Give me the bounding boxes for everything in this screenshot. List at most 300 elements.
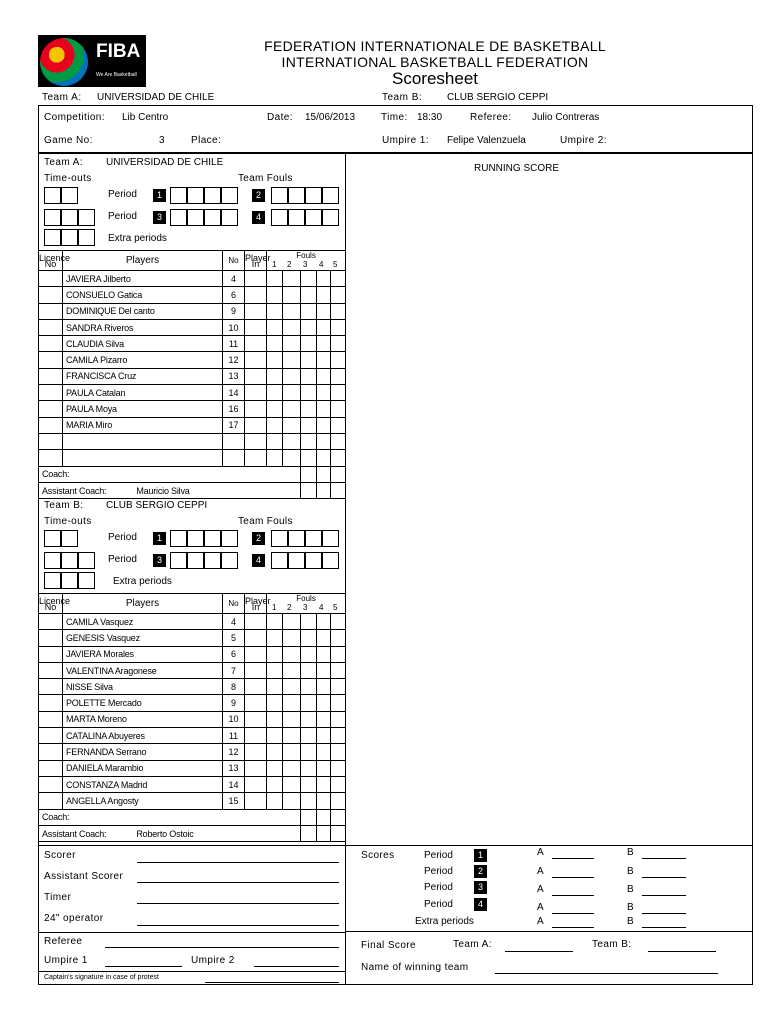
licence-cell[interactable] (39, 646, 63, 662)
team-foul-box[interactable] (221, 209, 238, 226)
foul-cell[interactable] (267, 271, 283, 287)
team-foul-box[interactable] (187, 530, 204, 547)
player-in-cell[interactable] (245, 646, 267, 662)
team-foul-box[interactable] (204, 552, 221, 569)
foul-cell[interactable] (301, 401, 317, 417)
licence-cell[interactable] (39, 711, 63, 727)
foul-col-1: 1 (272, 603, 277, 612)
assistant-coach-cell (39, 825, 301, 841)
foul-cell[interactable] (283, 417, 301, 433)
foul-cell[interactable] (317, 319, 331, 335)
foul-cell[interactable] (301, 679, 317, 695)
foul-cell[interactable] (301, 368, 317, 384)
licence-cell[interactable] (39, 319, 63, 335)
foul-cell[interactable] (317, 760, 331, 776)
foul-cell[interactable] (283, 450, 301, 466)
foul-cell[interactable] (317, 695, 331, 711)
foul-cell[interactable] (331, 695, 346, 711)
coach-foul-cell[interactable] (301, 482, 317, 498)
team-foul-box[interactable] (170, 187, 187, 204)
team-foul-box[interactable] (204, 530, 221, 547)
foul-cell[interactable] (331, 450, 346, 466)
coach-foul-cell[interactable] (301, 466, 317, 482)
player-in-cell[interactable] (245, 679, 267, 695)
foul-cell[interactable] (301, 303, 317, 319)
team-b-section-name: CLUB SERGIO CEPPI (106, 500, 208, 511)
player-name: SANDRA Riveros (63, 319, 223, 335)
player-in-cell[interactable] (245, 711, 267, 727)
assistant-scorer-line[interactable] (137, 882, 339, 883)
team-foul-box[interactable] (271, 209, 288, 226)
final-score-team-b-line[interactable] (648, 951, 716, 952)
foul-cell[interactable] (301, 695, 317, 711)
foul-cell[interactable] (317, 646, 331, 662)
foul-cell[interactable] (317, 711, 331, 727)
licence-cell[interactable] (39, 417, 63, 433)
foul-cell[interactable] (301, 385, 317, 401)
foul-cell[interactable] (267, 662, 283, 678)
foul-cell[interactable] (267, 679, 283, 695)
foul-cell[interactable] (267, 303, 283, 319)
foul-cell[interactable] (283, 760, 301, 776)
team-foul-box[interactable] (322, 530, 339, 547)
player-in-cell[interactable] (245, 630, 267, 646)
foul-cell[interactable] (317, 744, 331, 760)
foul-cell[interactable] (283, 679, 301, 695)
foul-cell[interactable] (317, 614, 331, 630)
foul-cell[interactable] (301, 728, 317, 744)
foul-cell[interactable] (301, 744, 317, 760)
player-in-cell[interactable] (245, 433, 267, 449)
timeout-box[interactable] (44, 229, 61, 246)
foul-cell[interactable] (283, 614, 301, 630)
foul-cell[interactable] (331, 614, 346, 630)
foul-cell[interactable] (283, 662, 301, 678)
foul-cell[interactable] (301, 450, 317, 466)
team-foul-box[interactable] (322, 209, 339, 226)
team-foul-box[interactable] (187, 552, 204, 569)
foul-cell[interactable] (267, 630, 283, 646)
foul-cell[interactable] (317, 433, 331, 449)
foul-cell[interactable] (267, 385, 283, 401)
player-in-cell[interactable] (245, 303, 267, 319)
foul-cell[interactable] (267, 336, 283, 352)
team-foul-box[interactable] (271, 187, 288, 204)
team-foul-box[interactable] (305, 552, 322, 569)
player-in-cell[interactable] (245, 695, 267, 711)
team-a-assistant-coach: Mauricio Silva (136, 485, 190, 496)
scorer-line[interactable] (137, 862, 339, 863)
foul-cell[interactable] (331, 662, 346, 678)
licence-no-header: Licence No (39, 595, 71, 612)
score-a-line[interactable] (552, 858, 594, 859)
foul-cell[interactable] (331, 679, 346, 695)
foul-cell[interactable] (267, 352, 283, 368)
coach-foul-cell[interactable] (331, 809, 346, 825)
foul-col-4: 4 (319, 260, 324, 269)
team-foul-box[interactable] (305, 187, 322, 204)
foul-cell[interactable] (283, 433, 301, 449)
foul-cell[interactable] (301, 287, 317, 303)
team-foul-box[interactable] (221, 530, 238, 547)
player-name: VALENTINA Aragonese (63, 662, 223, 678)
player-number: 10 (223, 711, 245, 727)
foul-cell[interactable] (331, 401, 346, 417)
date-label: Date: (267, 112, 293, 123)
umpire2-sign-line[interactable] (254, 966, 339, 967)
foul-cell[interactable] (331, 744, 346, 760)
timeout-box[interactable] (44, 552, 61, 569)
timeout-box[interactable] (78, 572, 95, 589)
coach-foul-cell[interactable] (331, 825, 346, 841)
foul-cell[interactable] (317, 287, 331, 303)
foul-cell[interactable] (331, 303, 346, 319)
foul-cell[interactable] (283, 728, 301, 744)
referee-sign-line[interactable] (105, 947, 339, 948)
player-in-cell[interactable] (245, 776, 267, 792)
foul-cell[interactable] (317, 776, 331, 792)
foul-cell[interactable] (317, 679, 331, 695)
player-number: 6 (223, 646, 245, 662)
team-foul-box[interactable] (170, 209, 187, 226)
player-in-cell[interactable] (245, 744, 267, 760)
scores-period-3-badge: 3 (474, 881, 487, 894)
coach-foul-cell[interactable] (331, 482, 346, 498)
foul-cell[interactable] (331, 793, 346, 809)
score-b-line[interactable] (642, 895, 686, 896)
licence-cell[interactable] (39, 450, 63, 466)
foul-cell[interactable] (283, 695, 301, 711)
foul-cell[interactable] (331, 433, 346, 449)
foul-cell[interactable] (301, 630, 317, 646)
licence-cell[interactable] (39, 336, 63, 352)
foul-cell[interactable] (283, 793, 301, 809)
foul-cell[interactable] (331, 336, 346, 352)
player-in-cell[interactable] (245, 728, 267, 744)
foul-cell[interactable] (267, 319, 283, 335)
player-name: CATALINA Abuyeres (63, 728, 223, 744)
team-foul-box[interactable] (221, 552, 238, 569)
score-b-line[interactable] (642, 877, 686, 878)
foul-cell[interactable] (301, 433, 317, 449)
foul-cell[interactable] (331, 630, 346, 646)
team-foul-box[interactable] (221, 187, 238, 204)
player-row (39, 760, 346, 776)
player-in-cell[interactable] (245, 417, 267, 433)
team-a-period-label-3: Period (108, 211, 137, 222)
foul-cell[interactable] (267, 744, 283, 760)
player-in-cell[interactable] (245, 614, 267, 630)
foul-cell[interactable] (331, 417, 346, 433)
timeout-box[interactable] (44, 530, 61, 547)
foul-cell[interactable] (331, 287, 346, 303)
foul-cell[interactable] (267, 433, 283, 449)
foul-cell[interactable] (331, 385, 346, 401)
player-name: CONSTANZA Madrid (63, 776, 223, 792)
score-a-label: A (537, 847, 544, 858)
foul-cell[interactable] (331, 352, 346, 368)
licence-cell[interactable] (39, 271, 63, 287)
team-foul-box[interactable] (271, 530, 288, 547)
player-row (39, 776, 346, 792)
foul-cell[interactable] (267, 728, 283, 744)
foul-cell[interactable] (317, 368, 331, 384)
coach-foul-cell[interactable] (301, 825, 317, 841)
timeout-box[interactable] (61, 209, 78, 226)
player-in-cell[interactable] (245, 450, 267, 466)
final-score-team-a-line[interactable] (505, 951, 573, 952)
timer-line[interactable] (137, 903, 339, 904)
foul-cell[interactable] (283, 368, 301, 384)
player-row (39, 319, 346, 335)
licence-cell[interactable] (39, 728, 63, 744)
team-foul-box[interactable] (288, 187, 305, 204)
foul-cell[interactable] (283, 711, 301, 727)
foul-cell[interactable] (301, 352, 317, 368)
player-in-cell[interactable] (245, 336, 267, 352)
foul-cell[interactable] (283, 336, 301, 352)
team-foul-box[interactable] (322, 552, 339, 569)
timeout-box[interactable] (61, 530, 78, 547)
timeout-box[interactable] (78, 229, 95, 246)
team-a-team-fouls-label: Team Fouls (238, 173, 293, 184)
score-b-line[interactable] (642, 858, 686, 859)
foul-cell[interactable] (283, 776, 301, 792)
foul-cell[interactable] (301, 711, 317, 727)
player-in-cell[interactable] (245, 287, 267, 303)
player-number: 11 (223, 728, 245, 744)
player-number: 4 (223, 271, 245, 287)
period-1-badge: 1 (153, 532, 166, 545)
game-no-value: 3 (159, 135, 165, 146)
foul-cell[interactable] (317, 336, 331, 352)
licence-cell[interactable] (39, 368, 63, 384)
assistant-coach-label: Assistant Coach: (42, 485, 107, 496)
licence-cell[interactable] (39, 776, 63, 792)
licence-cell[interactable] (39, 760, 63, 776)
timeout-box[interactable] (78, 552, 95, 569)
foul-cell[interactable] (283, 646, 301, 662)
licence-cell[interactable] (39, 793, 63, 809)
foul-cell[interactable] (331, 760, 346, 776)
umpire1-sign-line[interactable] (105, 966, 182, 967)
licence-cell[interactable] (39, 662, 63, 678)
team-foul-box[interactable] (204, 187, 221, 204)
coach-foul-cell[interactable] (331, 466, 346, 482)
player-row (39, 711, 346, 727)
foul-cell[interactable] (267, 760, 283, 776)
foul-cell[interactable] (317, 728, 331, 744)
competition-value: Lib Centro (122, 112, 169, 123)
foul-cell[interactable] (267, 711, 283, 727)
foul-cell[interactable] (317, 401, 331, 417)
foul-cell[interactable] (331, 646, 346, 662)
umpire1-sign-label: Umpire 1 (44, 955, 88, 966)
team-foul-box[interactable] (170, 552, 187, 569)
foul-cell[interactable] (283, 287, 301, 303)
licence-cell[interactable] (39, 614, 63, 630)
team-a-table-header (39, 251, 346, 271)
foul-cell[interactable] (317, 450, 331, 466)
player-in-cell[interactable] (245, 401, 267, 417)
team-foul-box[interactable] (288, 530, 305, 547)
foul-cell[interactable] (317, 352, 331, 368)
foul-cell[interactable] (317, 271, 331, 287)
team-b-timeouts-label: Time-outs (44, 516, 92, 527)
player-name: NISSE Silva (63, 679, 223, 695)
foul-cell[interactable] (267, 368, 283, 384)
foul-col-4: 4 (319, 603, 324, 612)
foul-cell[interactable] (317, 793, 331, 809)
player-name: DOMINIQUE Del canto (63, 303, 223, 319)
foul-cell[interactable] (301, 271, 317, 287)
foul-col-2: 2 (287, 260, 292, 269)
foul-cell[interactable] (331, 711, 346, 727)
licence-cell[interactable] (39, 630, 63, 646)
coach-foul-cell[interactable] (317, 825, 331, 841)
score-b-line[interactable] (642, 927, 686, 928)
foul-cell[interactable] (283, 303, 301, 319)
timeout-box[interactable] (61, 572, 78, 589)
scorer-label: Scorer (44, 850, 76, 861)
foul-cell[interactable] (301, 614, 317, 630)
foul-cell[interactable] (331, 271, 346, 287)
licence-cell[interactable] (39, 401, 63, 417)
foul-cell[interactable] (267, 793, 283, 809)
timeout-box[interactable] (61, 229, 78, 246)
licence-cell[interactable] (39, 744, 63, 760)
team-foul-box[interactable] (271, 552, 288, 569)
foul-cell[interactable] (267, 450, 283, 466)
team-foul-box[interactable] (305, 209, 322, 226)
timeout-box[interactable] (44, 209, 61, 226)
team-foul-box[interactable] (288, 209, 305, 226)
foul-cell[interactable] (283, 271, 301, 287)
player-in-cell[interactable] (245, 368, 267, 384)
foul-cell[interactable] (301, 662, 317, 678)
licence-cell[interactable] (39, 695, 63, 711)
score-a-line[interactable] (552, 927, 594, 928)
licence-cell[interactable] (39, 352, 63, 368)
foul-cell[interactable] (267, 417, 283, 433)
foul-cell[interactable] (267, 776, 283, 792)
foul-cell[interactable] (267, 646, 283, 662)
score-a-line[interactable] (552, 895, 594, 896)
player-in-cell[interactable] (245, 793, 267, 809)
foul-cell[interactable] (283, 630, 301, 646)
licence-cell[interactable] (39, 679, 63, 695)
team-foul-box[interactable] (305, 530, 322, 547)
foul-cell[interactable] (317, 630, 331, 646)
timeout-box[interactable] (61, 552, 78, 569)
coach-foul-cell[interactable] (301, 809, 317, 825)
winning-team-label: Name of winning team (361, 962, 469, 973)
player-in-cell[interactable] (245, 319, 267, 335)
foul-cell[interactable] (283, 744, 301, 760)
player-name: JAVIERA Jilberto (63, 271, 223, 287)
licence-cell[interactable] (39, 433, 63, 449)
foul-cell[interactable] (331, 319, 346, 335)
team-foul-box[interactable] (187, 209, 204, 226)
fouls-header-label: Fouls (296, 594, 316, 603)
player-row (39, 417, 346, 433)
player-number: 12 (223, 352, 245, 368)
foul-cell[interactable] (267, 614, 283, 630)
foul-cell[interactable] (301, 776, 317, 792)
foul-cell[interactable] (301, 319, 317, 335)
timeout-box[interactable] (44, 187, 61, 204)
licence-cell[interactable] (39, 287, 63, 303)
foul-cell[interactable] (301, 760, 317, 776)
players-header: Players (63, 251, 223, 271)
team-b-label: Team B: (382, 92, 423, 103)
timeout-box[interactable] (78, 209, 95, 226)
foul-cell[interactable] (301, 336, 317, 352)
licence-cell[interactable] (39, 303, 63, 319)
foul-cell[interactable] (283, 352, 301, 368)
foul-cell[interactable] (331, 776, 346, 792)
score-b-line[interactable] (642, 913, 686, 914)
foul-cell[interactable] (267, 695, 283, 711)
foul-cell[interactable] (301, 793, 317, 809)
foul-cell[interactable] (317, 385, 331, 401)
licence-cell[interactable] (39, 385, 63, 401)
player-in-cell[interactable] (245, 760, 267, 776)
coach-foul-cell[interactable] (317, 466, 331, 482)
foul-cell[interactable] (317, 417, 331, 433)
timeout-box[interactable] (61, 187, 78, 204)
score-a-line[interactable] (552, 913, 594, 914)
score-a-line[interactable] (552, 877, 594, 878)
team-foul-box[interactable] (322, 187, 339, 204)
foul-cell[interactable] (301, 417, 317, 433)
winning-team-line[interactable] (495, 973, 718, 974)
team-foul-box[interactable] (204, 209, 221, 226)
foul-cell[interactable] (317, 662, 331, 678)
coach-foul-cell[interactable] (317, 482, 331, 498)
player-in-cell[interactable] (245, 385, 267, 401)
foul-cell[interactable] (267, 401, 283, 417)
team-foul-box[interactable] (187, 187, 204, 204)
captain-signature-line[interactable] (205, 982, 339, 983)
timer-label: Timer (44, 892, 72, 903)
player-number: 12 (223, 744, 245, 760)
team-b-team-fouls-label: Team Fouls (238, 516, 293, 527)
foul-cell[interactable] (267, 287, 283, 303)
foul-cell[interactable] (301, 646, 317, 662)
foul-cell[interactable] (317, 303, 331, 319)
operator-line[interactable] (137, 925, 339, 926)
foul-col-2: 2 (287, 603, 292, 612)
player-in-cell[interactable] (245, 352, 267, 368)
team-foul-box[interactable] (170, 530, 187, 547)
coach-foul-cell[interactable] (317, 809, 331, 825)
team-a-period-label-1: Period (108, 189, 137, 200)
foul-cell[interactable] (331, 368, 346, 384)
team-foul-box[interactable] (288, 552, 305, 569)
player-in-cell[interactable] (245, 662, 267, 678)
foul-cell[interactable] (283, 319, 301, 335)
foul-cell[interactable] (283, 385, 301, 401)
foul-cell[interactable] (283, 401, 301, 417)
fouls-header (267, 594, 346, 614)
player-name: MARIA Miro (63, 417, 223, 433)
no-header: No (223, 251, 245, 271)
team-a-assistant-coach-row (39, 482, 346, 498)
player-in-cell[interactable] (245, 271, 267, 287)
foul-cell[interactable] (331, 728, 346, 744)
timeout-box[interactable] (44, 572, 61, 589)
